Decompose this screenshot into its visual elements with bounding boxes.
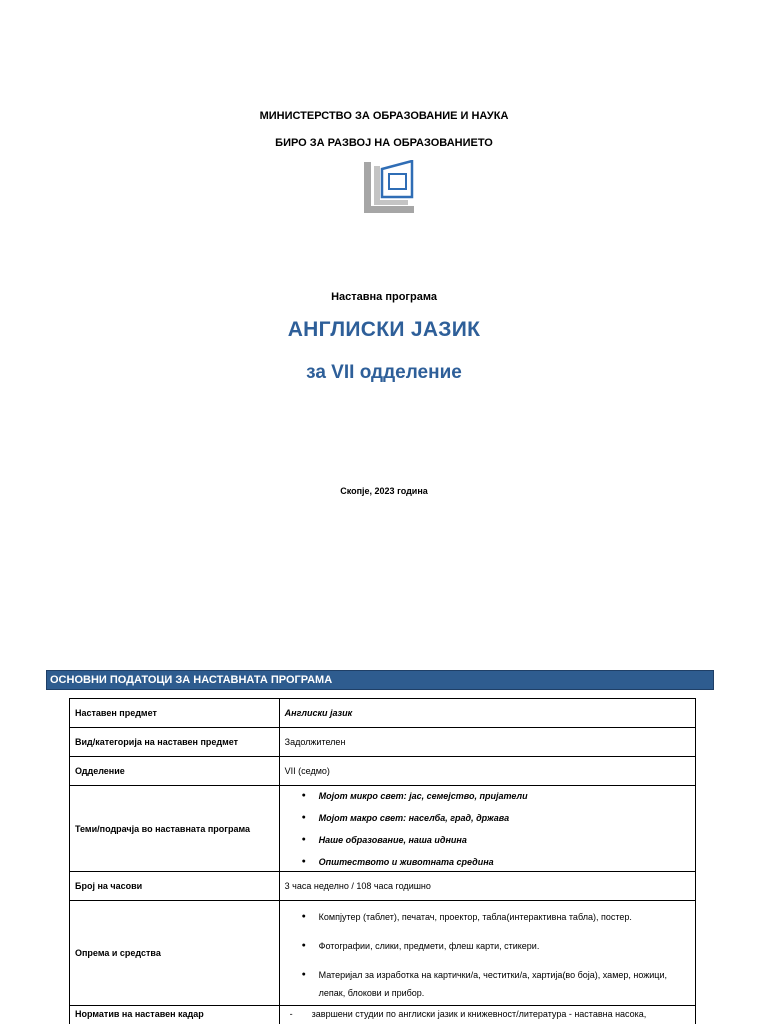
equipment-item: ● Компјутер (таблет), печатач, проектор, табла(интерактивна табла), постер. (285, 908, 690, 926)
hours-value: 3 часа неделно / 108 часа годишно (279, 872, 695, 901)
table-row (70, 757, 696, 786)
category-value: Задолжителен (279, 728, 695, 757)
table-row (70, 901, 696, 1006)
topic-item: ● Општеството и животната средина (285, 856, 690, 868)
grade-value: VII (седмо) (279, 757, 695, 786)
hours-label: Број на часови (70, 872, 280, 901)
subject-label: Наставен предмет (70, 699, 280, 728)
grade-subtitle: за VII одделение (306, 362, 462, 383)
table-row (70, 699, 696, 728)
subject-title: АНГЛИСКИ ЈАЗИК (287, 318, 481, 341)
topic-item: ● Наше образование, наша иднина (285, 834, 690, 846)
staff-cell (279, 1006, 695, 1024)
staff-item: - завршени студии по англиски јазик и книжевност/литература - наставна насока, (285, 1009, 690, 1020)
equipment-cell (279, 901, 695, 1006)
program-info-table (69, 698, 696, 1024)
table-row (70, 872, 696, 901)
table-row (70, 1006, 696, 1024)
table-row (70, 786, 696, 872)
grade-label: Одделение (70, 757, 280, 786)
bureau-heading: БИРО ЗА РАЗВОЈ НА ОБРАЗОВАНИЕТО (275, 137, 493, 149)
staff-label: Норматив на наставен кадар (70, 1006, 280, 1024)
equipment-item: ● Материјал за изработка на картички/а, честитки/а, хартија(во боја), хамер, ножици, лепак, блокови и прибор. (285, 966, 690, 1002)
category-label: Вид/категорија на наставен предмет (70, 728, 280, 757)
topic-item: ● Мојот микро свет: јас, семејство, пријатели (285, 790, 690, 802)
table-row (70, 728, 696, 757)
equipment-label: Опрема и средства (70, 901, 280, 1006)
place-year: Скопје, 2023 година (340, 486, 428, 496)
bureau-logo-icon (362, 160, 418, 216)
equipment-item: ● Фотографии, слики, предмети, флеш карти, стикери. (285, 937, 690, 955)
topics-cell (279, 786, 695, 872)
ministry-heading: МИНИСТЕРСТВО ЗА ОБРАЗОВАНИЕ И НАУКА (259, 110, 509, 122)
subject-value: Англиски јазик (279, 699, 695, 728)
program-label: Наставна програма (331, 291, 437, 303)
topics-label: Теми/подрачја во наставната програма (70, 786, 280, 872)
topic-item: ● Мојот макро свет: населба, град, држава (285, 812, 690, 824)
section-heading-bar: ОСНОВНИ ПОДАТОЦИ ЗА НАСТАВНАТА ПРОГРАМА (46, 670, 714, 690)
